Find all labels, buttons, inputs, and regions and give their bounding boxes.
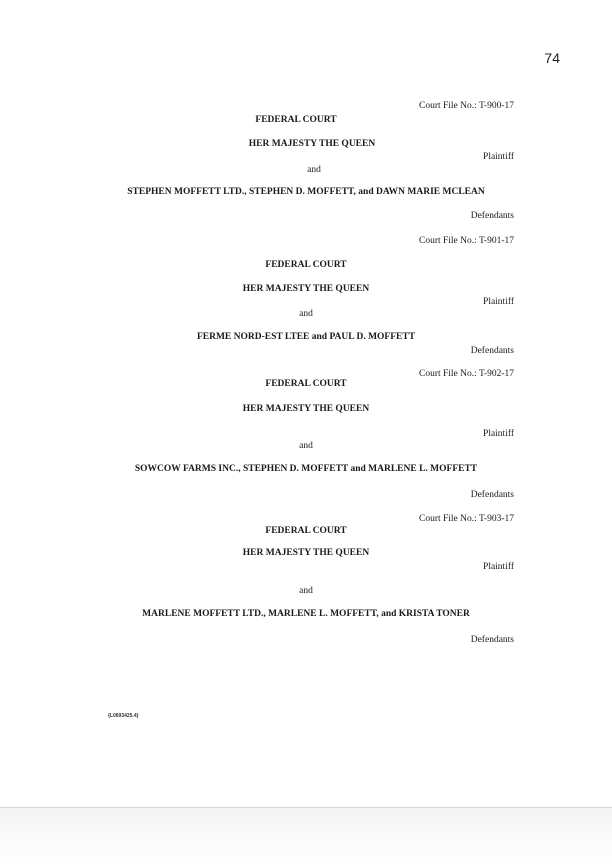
and-separator: and (299, 586, 313, 596)
defendants-label: Defendants (470, 211, 514, 221)
document-reference: {L0693425.4} (108, 713, 139, 719)
scan-edge-shadow (0, 808, 612, 864)
defendant-names: FERME NORD-EST LTEE and PAUL D. MOFFETT (196, 332, 416, 342)
defendant-names: STEPHEN MOFFETT LTD., STEPHEN D. MOFFETT, and DAWN MARIE MCLEAN (127, 187, 485, 197)
page-number: 74 (544, 50, 560, 66)
plaintiff-label: Plaintiff (483, 562, 514, 572)
plaintiff-label: Plaintiff (483, 152, 514, 162)
plaintiff-name: HER MAJESTY THE QUEEN (242, 548, 370, 558)
defendants-label: Defendants (470, 490, 514, 500)
defendants-label: Defendants (470, 635, 514, 645)
and-separator: and (307, 165, 321, 175)
court-file-number: Court File No.: T-900-17 (418, 101, 514, 111)
court-name: FEDERAL COURT (255, 115, 337, 125)
plaintiff-label: Plaintiff (483, 297, 514, 307)
and-separator: and (299, 309, 313, 319)
plaintiff-name: HER MAJESTY THE QUEEN (248, 139, 376, 149)
defendant-names: SOWCOW FARMS INC., STEPHEN D. MOFFETT and MARLENE L. MOFFETT (134, 464, 478, 474)
defendant-names: MARLENE MOFFETT LTD., MARLENE L. MOFFETT, and KRISTA TONER (142, 609, 470, 619)
and-separator: and (299, 441, 313, 451)
plaintiff-name: HER MAJESTY THE QUEEN (242, 284, 370, 294)
court-name: FEDERAL COURT (265, 526, 347, 536)
plaintiff-label: Plaintiff (483, 429, 514, 439)
court-file-number: Court File No.: T-902-17 (418, 369, 514, 379)
plaintiff-name: HER MAJESTY THE QUEEN (242, 404, 370, 414)
court-name: FEDERAL COURT (265, 379, 347, 389)
court-file-number: Court File No.: T-903-17 (418, 514, 514, 524)
court-name: FEDERAL COURT (265, 260, 347, 270)
defendants-label: Defendants (470, 346, 514, 356)
court-file-number: Court File No.: T-901-17 (418, 236, 514, 246)
